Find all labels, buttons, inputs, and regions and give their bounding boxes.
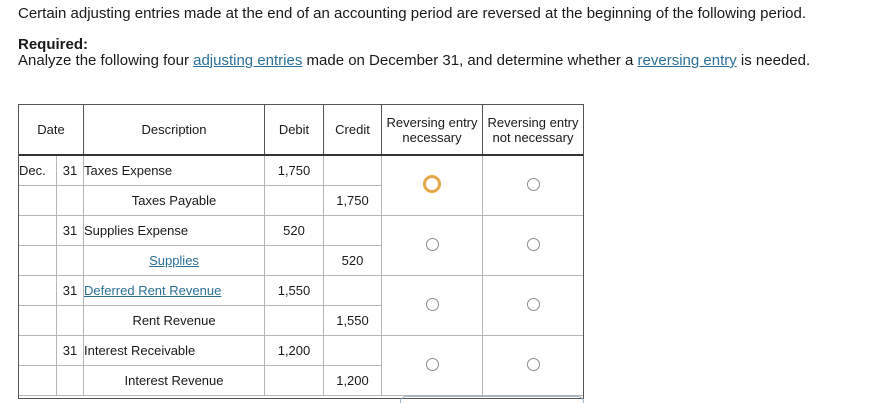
entry1-necessary-radio[interactable] <box>423 175 441 193</box>
entry3-necessary-cell <box>382 276 483 336</box>
row-debit <box>265 306 324 336</box>
row-debit: 520 <box>265 216 324 246</box>
row-debit: 1,750 <box>265 155 324 186</box>
row-month <box>19 276 57 306</box>
header-debit: Debit <box>265 105 324 156</box>
entry2-not-necessary-cell <box>483 216 584 276</box>
row-day: 31 <box>57 155 84 186</box>
entry2-not-necessary-radio[interactable] <box>527 238 540 251</box>
row-day <box>57 366 84 396</box>
entry4-necessary-radio[interactable] <box>426 358 439 371</box>
next-button-edge[interactable] <box>400 396 584 403</box>
row-account: Interest Revenue <box>84 366 265 396</box>
row-month <box>19 306 57 336</box>
header-description: Description <box>84 105 265 156</box>
row-day <box>57 186 84 216</box>
table-row <box>19 216 584 246</box>
row-debit <box>265 246 324 276</box>
row-account: Interest Receivable <box>84 336 265 366</box>
row-day: 31 <box>57 336 84 366</box>
row-day: 31 <box>57 276 84 306</box>
row-debit: 1,550 <box>265 276 324 306</box>
entry2-necessary-radio[interactable] <box>426 238 439 251</box>
row-credit: 1,750 <box>324 186 382 216</box>
entry3-not-necessary-radio[interactable] <box>527 298 540 311</box>
table-row <box>19 336 584 366</box>
row-month <box>19 246 57 276</box>
row-credit: 1,550 <box>324 306 382 336</box>
row-account: Supplies Expense <box>84 216 265 246</box>
header-date: Date <box>19 105 84 156</box>
row-account <box>84 246 265 276</box>
row-credit <box>324 216 382 246</box>
row-day: 31 <box>57 216 84 246</box>
entry4-necessary-cell <box>382 336 483 396</box>
adjusting-entries-link[interactable]: adjusting entries <box>193 52 303 69</box>
reversing-entry-link[interactable]: reversing entry <box>637 52 737 69</box>
row-credit <box>324 276 382 306</box>
row-month <box>19 366 57 396</box>
row-credit: 1,200 <box>324 366 382 396</box>
entry4-not-necessary-radio[interactable] <box>527 358 540 371</box>
header-row <box>19 105 584 156</box>
header-reversing-necessary: Reversing entry necessary <box>382 105 483 156</box>
instruction-part-2: made on December 31, and determine whether a <box>302 52 638 69</box>
required-instruction <box>18 52 810 69</box>
entry3-necessary-radio[interactable] <box>426 298 439 311</box>
row-credit: 520 <box>324 246 382 276</box>
row-account: Taxes Payable <box>84 186 265 216</box>
table-row <box>19 155 584 186</box>
row-debit: 1,200 <box>265 336 324 366</box>
row-account: Rent Revenue <box>84 306 265 336</box>
row-debit <box>265 186 324 216</box>
entry3-not-necessary-cell <box>483 276 584 336</box>
row-account: Taxes Expense <box>84 155 265 186</box>
journal-table <box>18 104 584 396</box>
required-heading: Required: <box>18 36 89 53</box>
header-credit: Credit <box>324 105 382 156</box>
entry1-not-necessary-cell <box>483 155 584 216</box>
deferred-rent-revenue-link[interactable]: Deferred Rent Revenue <box>84 283 222 298</box>
row-credit <box>324 336 382 366</box>
row-month <box>19 216 57 246</box>
instruction-part-3: is needed. <box>736 52 811 69</box>
entry4-not-necessary-cell <box>483 336 584 396</box>
row-month <box>19 336 57 366</box>
instruction-part-1: Analyze the following four <box>18 52 194 69</box>
entry1-necessary-cell <box>382 155 483 216</box>
supplies-link[interactable]: Supplies <box>149 253 199 268</box>
entry1-not-necessary-radio[interactable] <box>527 178 540 191</box>
row-day <box>57 306 84 336</box>
row-month <box>19 186 57 216</box>
row-account <box>84 276 265 306</box>
row-debit <box>265 366 324 396</box>
table-row <box>19 276 584 306</box>
entry2-necessary-cell <box>382 216 483 276</box>
row-day <box>57 246 84 276</box>
intro-text: Certain adjusting entries made at the end of an accounting period are reversed at the beginning of the following period. <box>18 5 807 22</box>
header-reversing-not-necessary: Reversing entry not necessary <box>483 105 584 156</box>
row-credit <box>324 155 382 186</box>
row-month: Dec. <box>19 155 57 186</box>
